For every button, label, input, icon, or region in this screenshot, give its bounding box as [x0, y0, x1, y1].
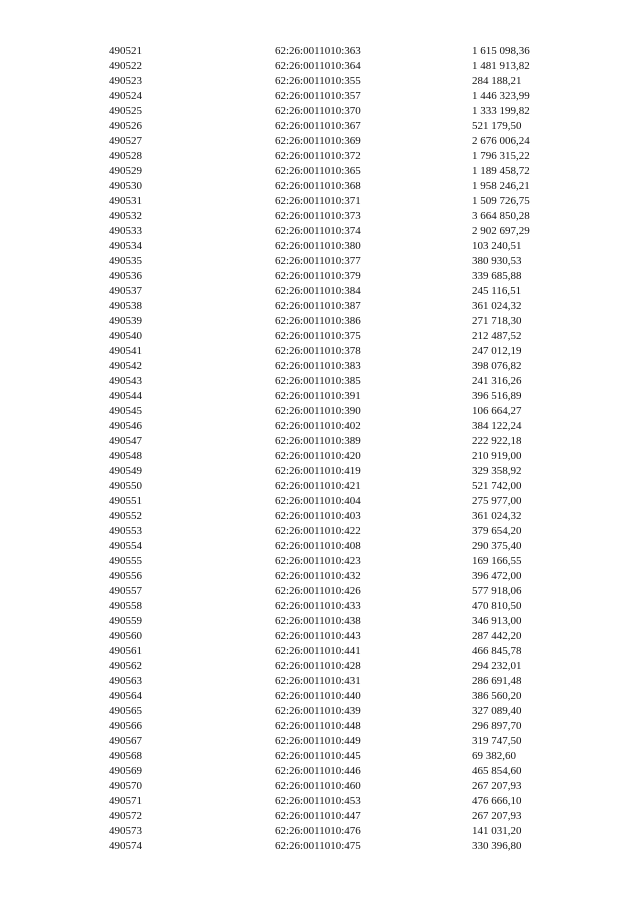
row-number: 490568: [109, 750, 142, 762]
table-row: [109, 539, 562, 554]
row-number: 490545: [109, 405, 142, 417]
cadastral-number: 62:26:0011010:447: [275, 810, 361, 822]
cadastral-number: 62:26:0011010:453: [275, 795, 361, 807]
table-row: [109, 794, 562, 809]
cadastral-value: 247 012,19: [472, 345, 522, 357]
cadastral-number: 62:26:0011010:441: [275, 645, 361, 657]
table-row: [109, 134, 562, 149]
row-number: 490564: [109, 690, 142, 702]
cadastral-value: 296 897,70: [472, 720, 522, 732]
row-number: 490527: [109, 135, 142, 147]
row-number: 490543: [109, 375, 142, 387]
cadastral-number: 62:26:0011010:372: [275, 150, 361, 162]
table-row: [109, 119, 562, 134]
cadastral-value: 141 031,20: [472, 825, 522, 837]
table-row: [109, 734, 562, 749]
table-row: [109, 689, 562, 704]
row-number: 490561: [109, 645, 142, 657]
cadastral-number: 62:26:0011010:446: [275, 765, 361, 777]
table-row: [109, 74, 562, 89]
table-row: [109, 389, 562, 404]
cadastral-number: 62:26:0011010:375: [275, 330, 361, 342]
row-number: 490566: [109, 720, 142, 732]
table-row: [109, 179, 562, 194]
cadastral-value: 1 509 726,75: [472, 195, 530, 207]
cadastral-number: 62:26:0011010:357: [275, 90, 361, 102]
row-number: 490570: [109, 780, 142, 792]
cadastral-number: 62:26:0011010:385: [275, 375, 361, 387]
cadastral-number: 62:26:0011010:443: [275, 630, 361, 642]
row-number: 490563: [109, 675, 142, 687]
table-row: [109, 494, 562, 509]
table-row: [109, 209, 562, 224]
row-number: 490539: [109, 315, 142, 327]
table-row: [109, 779, 562, 794]
cadastral-value: 286 691,48: [472, 675, 522, 687]
cadastral-value: 1 958 246,21: [472, 180, 530, 192]
table-row: [109, 149, 562, 164]
cadastral-value: 521 179,50: [472, 120, 522, 132]
cadastral-value: 319 747,50: [472, 735, 522, 747]
table-row: [109, 254, 562, 269]
row-number: 490554: [109, 540, 142, 552]
row-number: 490553: [109, 525, 142, 537]
table-row: [109, 299, 562, 314]
table-row: [109, 164, 562, 179]
cadastral-value: 379 654,20: [472, 525, 522, 537]
table-row: [109, 644, 562, 659]
table-row: [109, 104, 562, 119]
cadastral-number: 62:26:0011010:428: [275, 660, 361, 672]
row-number: 490559: [109, 615, 142, 627]
cadastral-value: 396 516,89: [472, 390, 522, 402]
cadastral-value: 222 922,18: [472, 435, 522, 447]
table-row: [109, 809, 562, 824]
cadastral-value: 384 122,24: [472, 420, 522, 432]
cadastral-number: 62:26:0011010:421: [275, 480, 361, 492]
cadastral-number: 62:26:0011010:384: [275, 285, 361, 297]
cadastral-value: 294 232,01: [472, 660, 522, 672]
row-number: 490522: [109, 60, 142, 72]
cadastral-number: 62:26:0011010:460: [275, 780, 361, 792]
cadastral-value: 1 189 458,72: [472, 165, 530, 177]
cadastral-value: 267 207,93: [472, 810, 522, 822]
cadastral-number: 62:26:0011010:419: [275, 465, 361, 477]
cadastral-number: 62:26:0011010:403: [275, 510, 361, 522]
cadastral-value: 1 333 199,82: [472, 105, 530, 117]
cadastral-value: 386 560,20: [472, 690, 522, 702]
row-number: 490523: [109, 75, 142, 87]
table-row: [109, 569, 562, 584]
table-row: [109, 239, 562, 254]
cadastral-value: 361 024,32: [472, 510, 522, 522]
cadastral-value: 267 207,93: [472, 780, 522, 792]
row-number: 490549: [109, 465, 142, 477]
row-number: 490529: [109, 165, 142, 177]
cadastral-number: 62:26:0011010:367: [275, 120, 361, 132]
cadastral-value: 3 664 850,28: [472, 210, 530, 222]
table-row: [109, 614, 562, 629]
table-row: [109, 824, 562, 839]
cadastral-value: 241 316,26: [472, 375, 522, 387]
cadastral-number: 62:26:0011010:440: [275, 690, 361, 702]
cadastral-value: 1 615 098,36: [472, 45, 530, 57]
cadastral-value: 69 382,60: [472, 750, 516, 762]
row-number: 490548: [109, 450, 142, 462]
cadastral-number: 62:26:0011010:423: [275, 555, 361, 567]
cadastral-number: 62:26:0011010:422: [275, 525, 361, 537]
table-row: [109, 224, 562, 239]
row-number: 490534: [109, 240, 142, 252]
row-number: 490531: [109, 195, 142, 207]
row-number: 490571: [109, 795, 142, 807]
cadastral-value: 330 396,80: [472, 840, 522, 852]
table-row: [109, 719, 562, 734]
cadastral-number: 62:26:0011010:402: [275, 420, 361, 432]
table-row: [109, 314, 562, 329]
table-row: [109, 434, 562, 449]
row-number: 490558: [109, 600, 142, 612]
row-number: 490524: [109, 90, 142, 102]
cadastral-value-table: [109, 44, 562, 854]
cadastral-number: 62:26:0011010:404: [275, 495, 361, 507]
cadastral-value: 398 076,82: [472, 360, 522, 372]
cadastral-number: 62:26:0011010:369: [275, 135, 361, 147]
table-row: [109, 344, 562, 359]
cadastral-value: 169 166,55: [472, 555, 522, 567]
row-number: 490526: [109, 120, 142, 132]
cadastral-number: 62:26:0011010:476: [275, 825, 361, 837]
row-number: 490567: [109, 735, 142, 747]
cadastral-value: 103 240,51: [472, 240, 522, 252]
table-row: [109, 269, 562, 284]
table-row: [109, 404, 562, 419]
row-number: 490557: [109, 585, 142, 597]
table-row: [109, 464, 562, 479]
table-body: [109, 44, 562, 854]
row-number: 490551: [109, 495, 142, 507]
cadastral-number: 62:26:0011010:378: [275, 345, 361, 357]
cadastral-number: 62:26:0011010:426: [275, 585, 361, 597]
cadastral-value: 470 810,50: [472, 600, 522, 612]
cadastral-number: 62:26:0011010:445: [275, 750, 361, 762]
table-row: [109, 674, 562, 689]
cadastral-value: 290 375,40: [472, 540, 522, 552]
cadastral-number: 62:26:0011010:431: [275, 675, 361, 687]
cadastral-number: 62:26:0011010:373: [275, 210, 361, 222]
row-number: 490533: [109, 225, 142, 237]
row-number: 490525: [109, 105, 142, 117]
cadastral-number: 62:26:0011010:374: [275, 225, 361, 237]
table-row: [109, 359, 562, 374]
table-row: [109, 374, 562, 389]
row-number: 490535: [109, 255, 142, 267]
row-number: 490521: [109, 45, 142, 57]
table-row: [109, 284, 562, 299]
row-number: 490530: [109, 180, 142, 192]
cadastral-value: 1 796 315,22: [472, 150, 530, 162]
cadastral-value: 106 664,27: [472, 405, 522, 417]
cadastral-value: 577 918,06: [472, 585, 522, 597]
table-row: [109, 554, 562, 569]
table-row: [109, 704, 562, 719]
table-row: [109, 449, 562, 464]
cadastral-value: 271 718,30: [472, 315, 522, 327]
cadastral-value: 361 024,32: [472, 300, 522, 312]
row-number: 490536: [109, 270, 142, 282]
table-row: [109, 329, 562, 344]
table-row: [109, 419, 562, 434]
cadastral-number: 62:26:0011010:389: [275, 435, 361, 447]
cadastral-value: 380 930,53: [472, 255, 522, 267]
row-number: 490538: [109, 300, 142, 312]
cadastral-value: 476 666,10: [472, 795, 522, 807]
cadastral-number: 62:26:0011010:420: [275, 450, 361, 462]
cadastral-value: 210 919,00: [472, 450, 522, 462]
cadastral-value: 1 446 323,99: [472, 90, 530, 102]
cadastral-value: 284 188,21: [472, 75, 522, 87]
cadastral-value: 329 358,92: [472, 465, 522, 477]
row-number: 490532: [109, 210, 142, 222]
cadastral-value: 212 487,52: [472, 330, 522, 342]
cadastral-number: 62:26:0011010:355: [275, 75, 361, 87]
table-row: [109, 764, 562, 779]
row-number: 490573: [109, 825, 142, 837]
cadastral-number: 62:26:0011010:370: [275, 105, 361, 117]
cadastral-number: 62:26:0011010:408: [275, 540, 361, 552]
table-row: [109, 59, 562, 74]
table-row: [109, 659, 562, 674]
cadastral-value: 396 472,00: [472, 570, 522, 582]
table-row: [109, 629, 562, 644]
row-number: 490556: [109, 570, 142, 582]
cadastral-value: 287 442,20: [472, 630, 522, 642]
row-number: 490547: [109, 435, 142, 447]
row-number: 490555: [109, 555, 142, 567]
cadastral-value: 1 481 913,82: [472, 60, 530, 72]
cadastral-number: 62:26:0011010:386: [275, 315, 361, 327]
cadastral-number: 62:26:0011010:365: [275, 165, 361, 177]
cadastral-number: 62:26:0011010:380: [275, 240, 361, 252]
cadastral-value: 466 845,78: [472, 645, 522, 657]
row-number: 490528: [109, 150, 142, 162]
row-number: 490550: [109, 480, 142, 492]
row-number: 490562: [109, 660, 142, 672]
row-number: 490546: [109, 420, 142, 432]
cadastral-number: 62:26:0011010:383: [275, 360, 361, 372]
table-row: [109, 584, 562, 599]
cadastral-value: 465 854,60: [472, 765, 522, 777]
table-row: [109, 599, 562, 614]
cadastral-value: 521 742,00: [472, 480, 522, 492]
row-number: 490542: [109, 360, 142, 372]
cadastral-number: 62:26:0011010:448: [275, 720, 361, 732]
cadastral-number: 62:26:0011010:364: [275, 60, 361, 72]
cadastral-value: 2 676 006,24: [472, 135, 530, 147]
row-number: 490552: [109, 510, 142, 522]
row-number: 490541: [109, 345, 142, 357]
row-number: 490572: [109, 810, 142, 822]
cadastral-number: 62:26:0011010:379: [275, 270, 361, 282]
cadastral-number: 62:26:0011010:475: [275, 840, 361, 852]
table-row: [109, 524, 562, 539]
cadastral-number: 62:26:0011010:438: [275, 615, 361, 627]
cadastral-number: 62:26:0011010:432: [275, 570, 361, 582]
cadastral-number: 62:26:0011010:390: [275, 405, 361, 417]
cadastral-number: 62:26:0011010:439: [275, 705, 361, 717]
table-row: [109, 509, 562, 524]
table-row: [109, 839, 562, 854]
cadastral-value: 327 089,40: [472, 705, 522, 717]
row-number: 490560: [109, 630, 142, 642]
cadastral-number: 62:26:0011010:387: [275, 300, 361, 312]
cadastral-value: 339 685,88: [472, 270, 522, 282]
cadastral-value: 2 902 697,29: [472, 225, 530, 237]
table-row: [109, 479, 562, 494]
cadastral-value: 346 913,00: [472, 615, 522, 627]
row-number: 490569: [109, 765, 142, 777]
row-number: 490540: [109, 330, 142, 342]
row-number: 490574: [109, 840, 142, 852]
row-number: 490544: [109, 390, 142, 402]
table-row: [109, 44, 562, 59]
table-row: [109, 749, 562, 764]
row-number: 490537: [109, 285, 142, 297]
cadastral-value: 275 977,00: [472, 495, 522, 507]
table-row: [109, 194, 562, 209]
cadastral-number: 62:26:0011010:377: [275, 255, 361, 267]
cadastral-value: 245 116,51: [472, 285, 522, 297]
cadastral-number: 62:26:0011010:391: [275, 390, 361, 402]
row-number: 490565: [109, 705, 142, 717]
cadastral-number: 62:26:0011010:371: [275, 195, 361, 207]
cadastral-number: 62:26:0011010:363: [275, 45, 361, 57]
table-row: [109, 89, 562, 104]
cadastral-number: 62:26:0011010:449: [275, 735, 361, 747]
cadastral-number: 62:26:0011010:368: [275, 180, 361, 192]
cadastral-number: 62:26:0011010:433: [275, 600, 361, 612]
